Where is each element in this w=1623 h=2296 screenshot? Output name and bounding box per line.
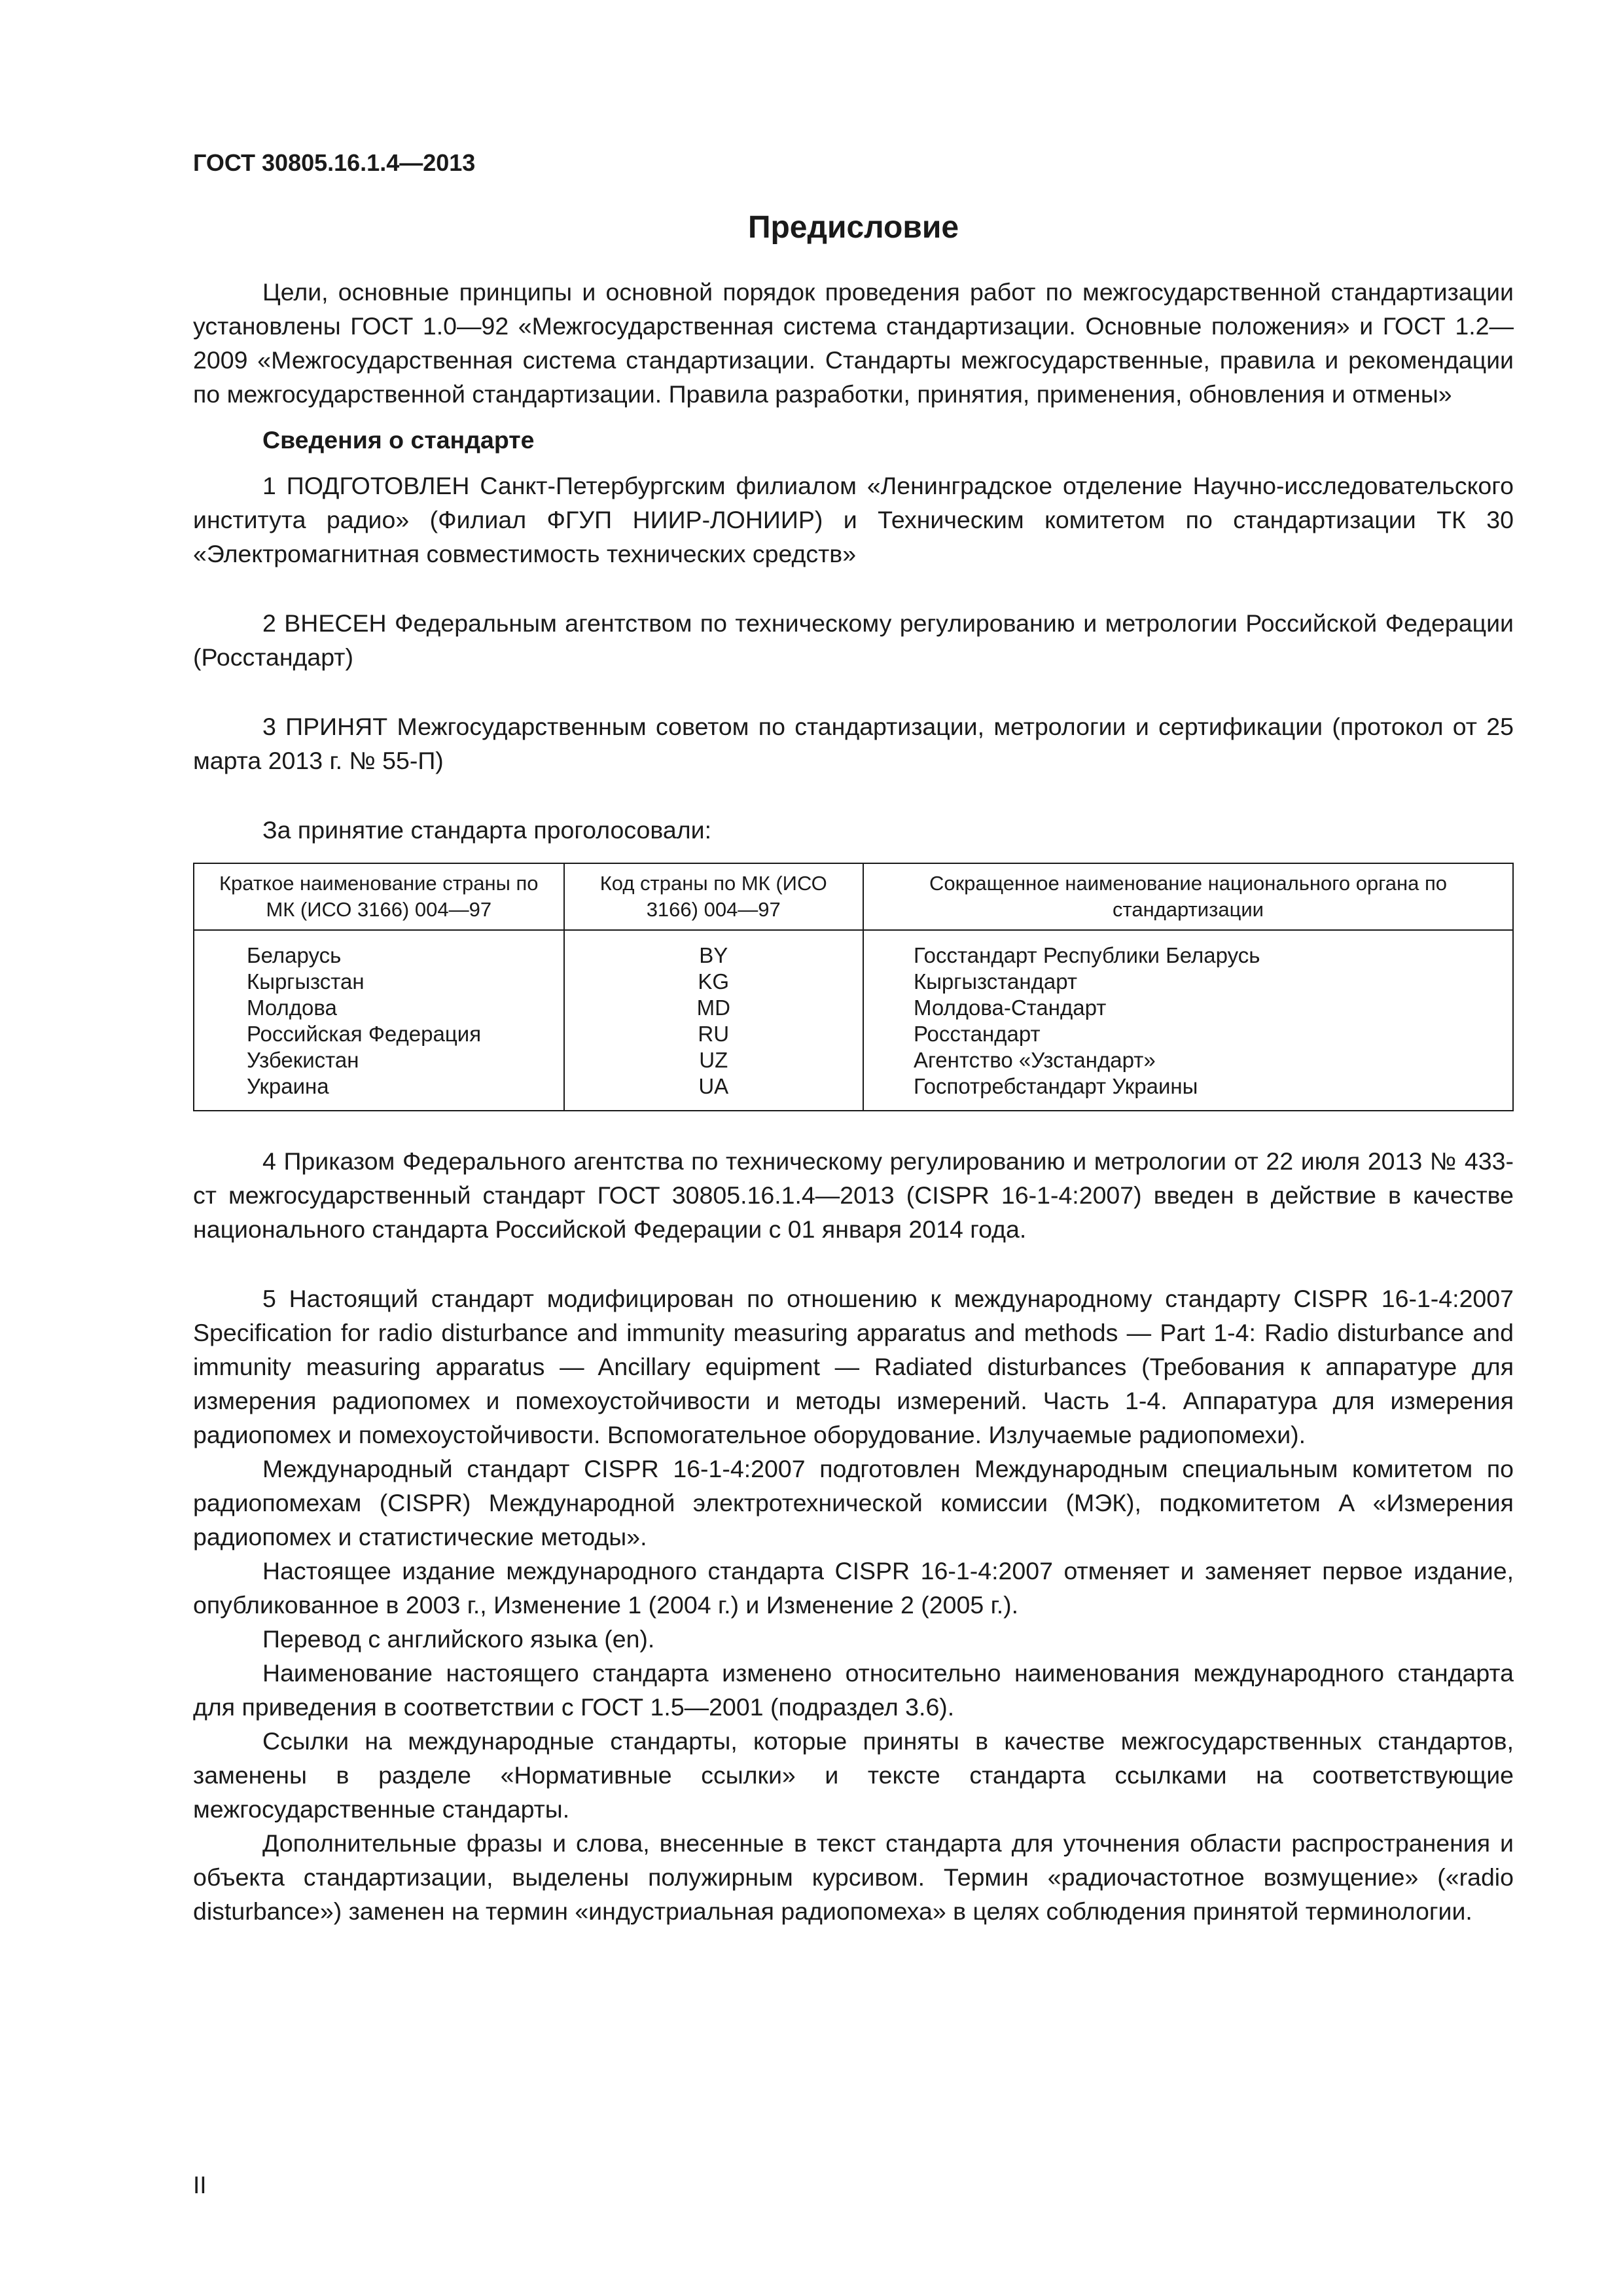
code-cell: KG — [698, 969, 730, 994]
item-4-paragraph: 4 Приказом Федерального агентства по техническому регулированию и метрологии от 22 июля 2013 № 433-ст межгосударственный стандарт ГОСТ 30805.16.1.4—2013 (CISPR 16-1-4:2007) введен в действие в качестве национального стандарта Российской Федерации с 01 января 2014 года. — [193, 1147, 1514, 1243]
document-body — [193, 275, 1514, 1928]
code-cell: UZ — [699, 1048, 728, 1072]
table-row — [194, 930, 1513, 1111]
page-title: Предисловие — [747, 210, 959, 245]
body-cell: Кыргызстандарт — [913, 969, 1077, 994]
code-cell: UA — [698, 1074, 729, 1098]
country-cell: Узбекистан — [247, 1048, 359, 1072]
name-change-paragraph: Наименование настоящего стандарта изменено относительно наименования международного стандарта для приведения в соответствии с ГОСТ 1.5—2001 (подраздел 3.6). — [193, 1659, 1514, 1721]
body-cell: Агентство «Узстандарт» — [913, 1048, 1156, 1072]
country-cell: Беларусь — [247, 943, 342, 967]
body-cell: Госстандарт Республики Беларусь — [913, 943, 1260, 967]
voting-table — [193, 863, 1514, 1111]
table-header-row — [194, 863, 1513, 930]
references-paragraph: Ссылки на международные стандарты, которые приняты в качестве межгосударственных стандартов, заменены в разделе «Нормативные ссылки» и тексте стандарта ссылками на соответствующие межгосударственные стандарты. — [193, 1727, 1514, 1823]
header-body: Сокращенное наименование национального органа по стандартизации — [863, 863, 1513, 930]
edition-paragraph: Настоящее издание международного стандарта CISPR 16-1-4:2007 отменяет и заменяет первое издание, опубликованное в 2003 г., Изменение 1 (2004 г.) и Изменение 2 (2005 г.). — [193, 1557, 1514, 1619]
item-2-paragraph: 2 ВНЕСЕН Федеральным агентством по техническому регулированию и метрологии Российской Федерации (Росстандарт) — [193, 609, 1514, 671]
item-1-paragraph: 1 ПОДГОТОВЛЕН Санкт-Петербургским филиалом «Ленинградское отделение Научно-исследовательского института радио» (Филиал ФГУП НИИР-ЛОНИИР) и Техническим комитетом по стандартизации ТК 30 «Электромагнитная совместимость технических средств» — [193, 472, 1514, 567]
country-cell: Молдова — [247, 996, 337, 1020]
terms-paragraph: Дополнительные фразы и слова, внесенные в текст стандарта для уточнения области распространения и объекта стандартизации, выделены полужирным курсивом. Термин «радиочастотное возмущение» («radio disturbance») заменен на термин «индустриальная радиопомеха» в целях соблюдения принятой терминологии. — [193, 1829, 1514, 1925]
document-header: ГОСТ 30805.16.1.4—2013 — [193, 149, 476, 176]
body-cell: Росстандарт — [913, 1022, 1041, 1046]
translation-paragraph: Перевод с английского языка (en). — [262, 1625, 655, 1653]
country-cell: Украина — [247, 1074, 329, 1098]
item-3-paragraph: 3 ПРИНЯТ Межгосударственным советом по стандартизации, метрологии и сертификации (протокол от 25 марта 2013 г. № 55-П) — [193, 713, 1514, 774]
header-code: Код страны по МК (ИСО 3166) 004—97 — [564, 863, 863, 930]
code-column — [564, 930, 863, 1111]
body-cell: Госпотребстандарт Украины — [913, 1074, 1198, 1098]
country-cell: Кыргызстан — [247, 969, 365, 994]
header-country: Краткое наименование страны по МК (ИСО 3166) 004—97 — [194, 863, 564, 930]
body-column — [863, 930, 1513, 1111]
code-cell: RU — [698, 1022, 730, 1046]
body-cell: Молдова-Стандарт — [913, 996, 1107, 1020]
intro-paragraph: Цели, основные принципы и основной порядок проведения работ по межгосударственной стандартизации установлены ГОСТ 1.0—92 «Межгосударственная система стандартизации. Основные положения» и ГОСТ 1.2—2009 «Межгосударственная система стандартизации. Стандарты межгосударственные, правила и рекомендации по межгосударственной стандартизации. Правила разработки, принятия, применения, обновления и отмены» — [193, 278, 1514, 408]
vote-intro: За принятие стандарта проголосовали: — [262, 816, 712, 844]
section-heading: Сведения о стандарте — [262, 426, 535, 454]
cispr-paragraph: Международный стандарт CISPR 16-1-4:2007 подготовлен Международным специальным комитетом по радиопомехам (CISPR) Международной электротехнической комиссии (МЭК), подкомитетом А «Измерения радиопомех и статистические методы». — [193, 1455, 1514, 1551]
country-cell: Российская Федерация — [247, 1022, 482, 1046]
document-page — [193, 0, 1514, 2296]
code-cell: MD — [696, 996, 730, 1020]
item-5-paragraph: 5 Настоящий стандарт модифицирован по отношению к международному стандарту CISPR 16-1-4:2007 Specification for radio disturbance and immunity measuring apparatus and methods — Part 1-4: Radio disturbance and immunity measuring apparatus — Ancillary equipment — Radiated disturbances (Требования к аппаратуре для измерения радиопомех и помехоустойчивости и методы измерений. Часть 1-4. Аппаратура для измерения радиопомех и помехоустойчивости. Вспомогательное оборудование. Излучаемые радиопомехи). — [193, 1285, 1514, 1448]
code-cell: BY — [699, 943, 728, 967]
page-number: II — [193, 2172, 207, 2198]
country-column — [194, 930, 564, 1111]
